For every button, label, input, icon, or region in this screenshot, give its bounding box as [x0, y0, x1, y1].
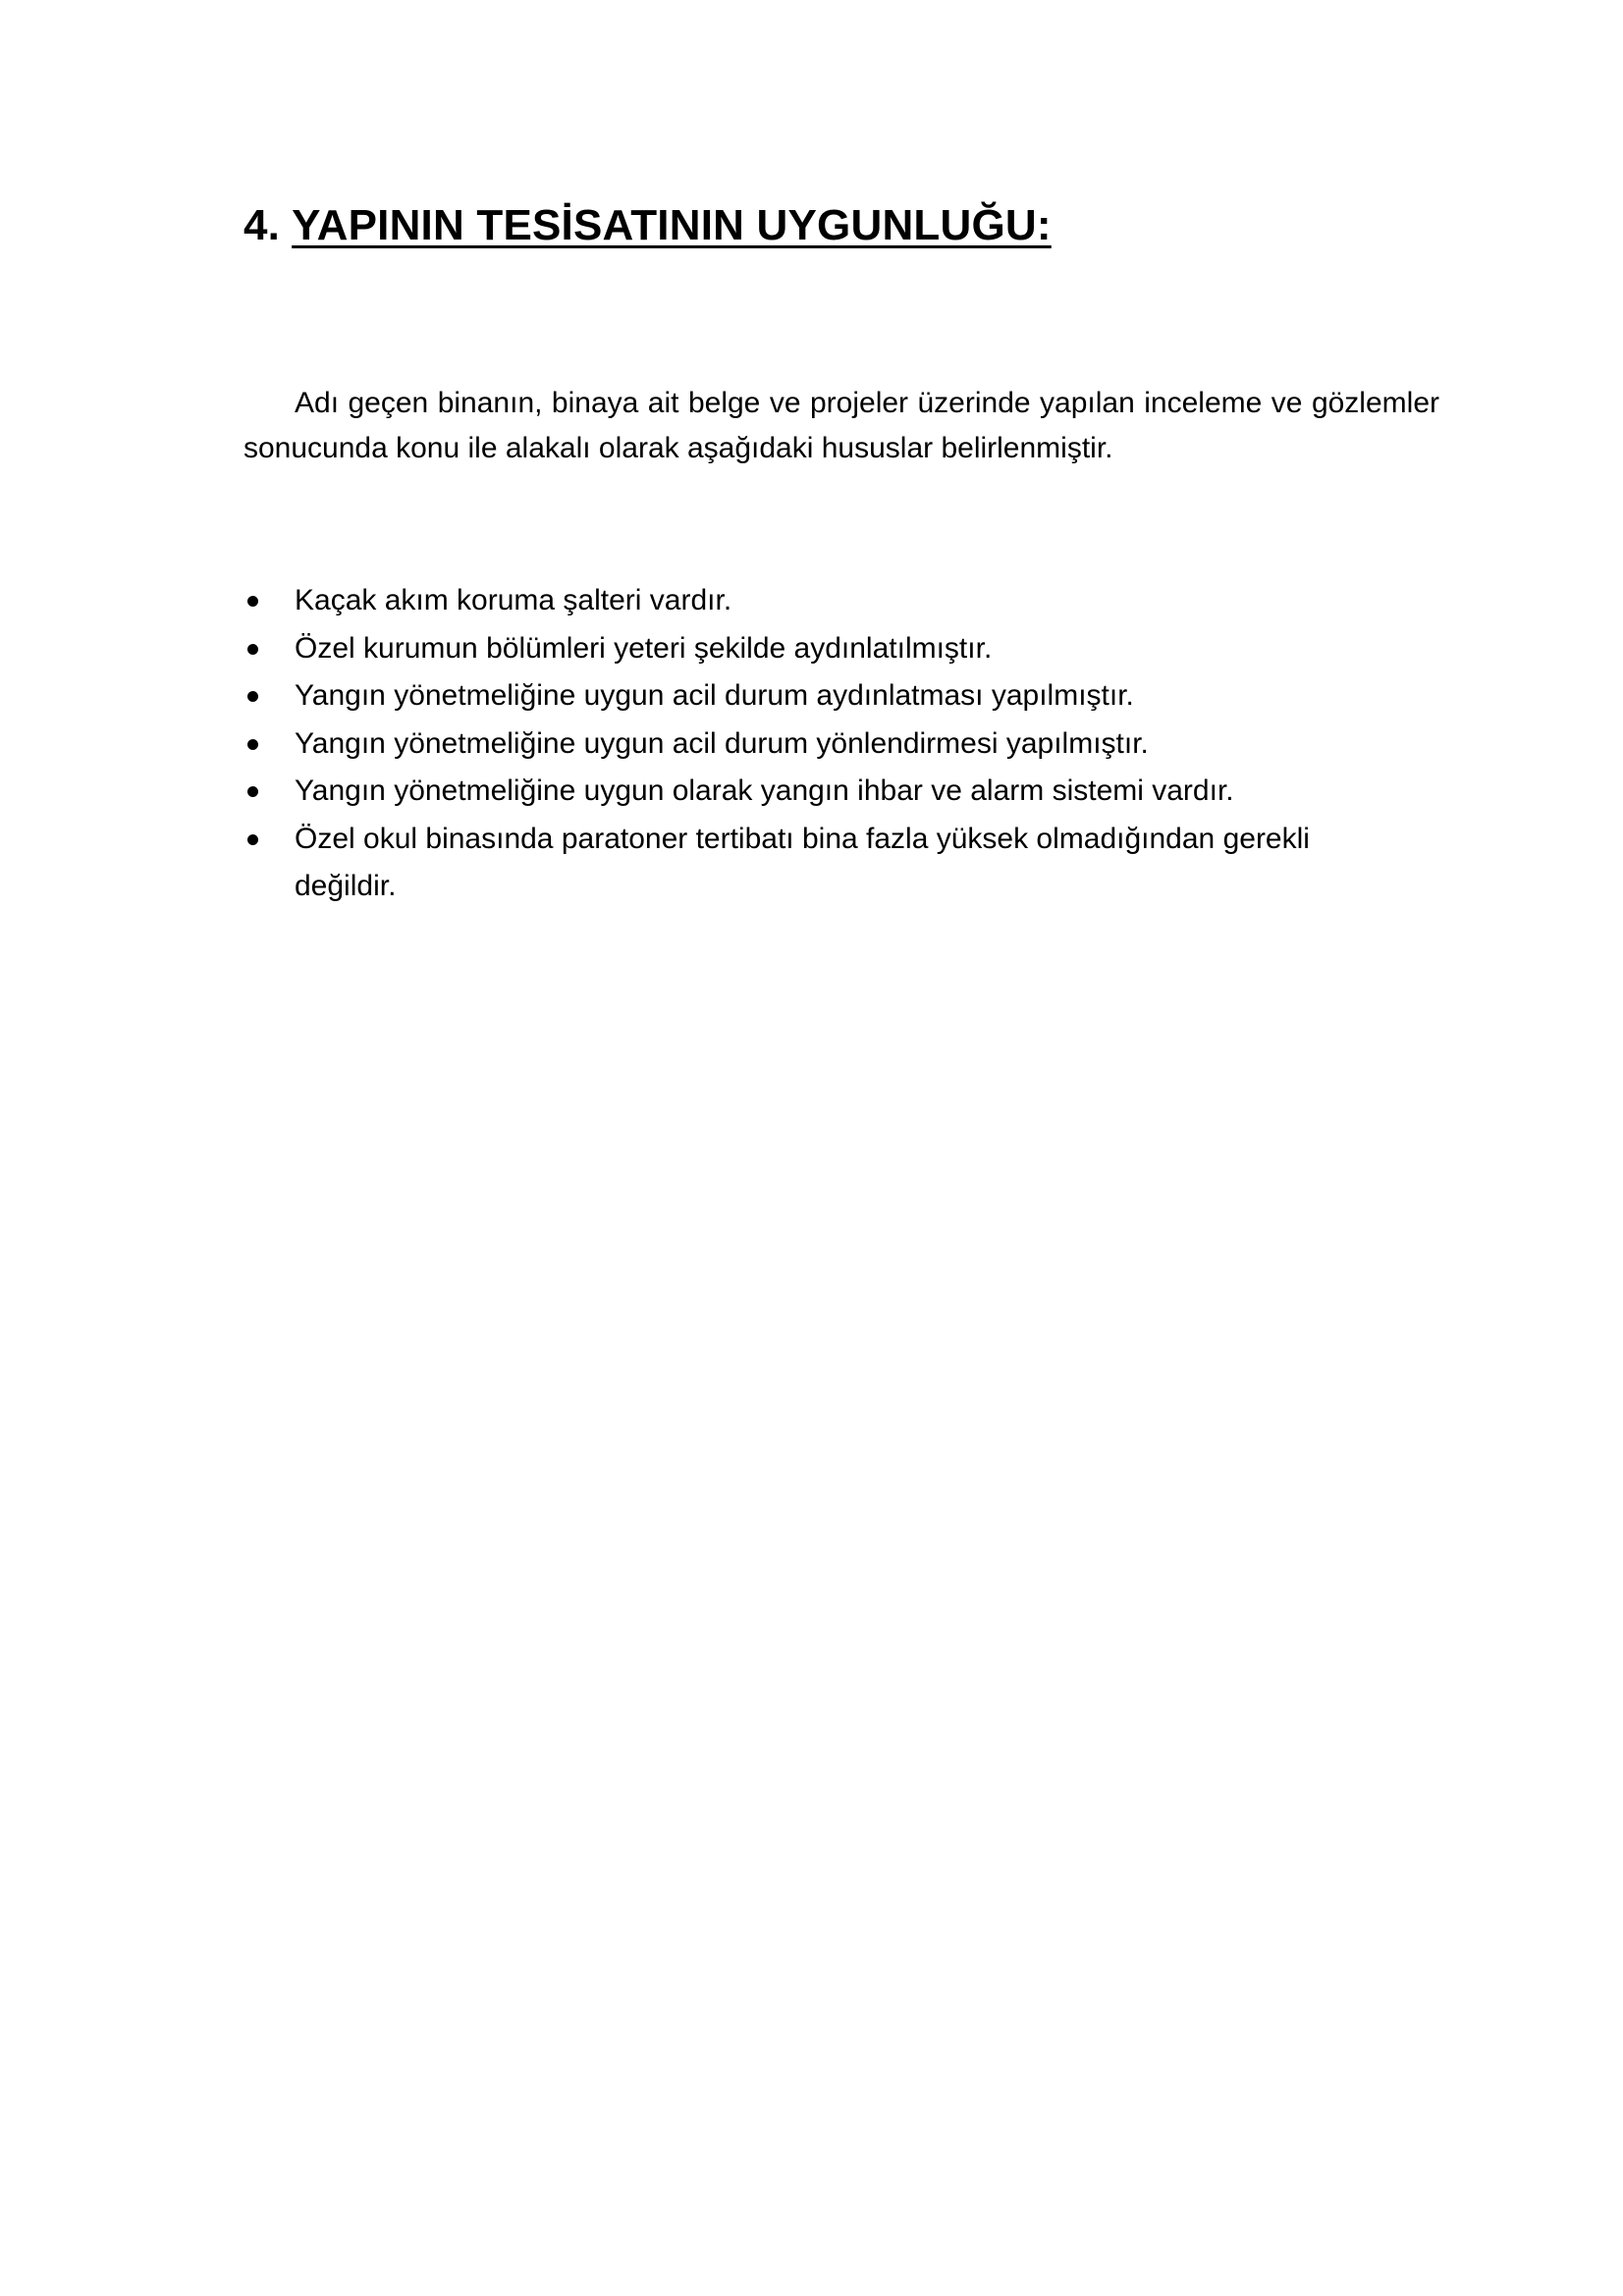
list-item: [243, 768, 1373, 816]
list-item: [243, 625, 1373, 673]
section-heading: [243, 196, 1052, 255]
bullet-icon: [247, 739, 258, 750]
bullet-icon: [247, 596, 258, 607]
list-item-text: Özel okul binasında paratoner tertibatı bina fazla yüksek olmadığından gerekli değildir.: [295, 822, 1310, 902]
section-number: 4.: [243, 201, 281, 249]
bullet-icon: [247, 691, 258, 702]
bullet-icon: [247, 644, 258, 655]
list-item-text: Özel kurumun bölümleri yeteri şekilde aydınlatılmıştır.: [295, 631, 993, 665]
findings-list: [243, 577, 1373, 911]
list-item-text: Yangın yönetmeliğine uygun olarak yangın ihbar ve alarm sistemi vardır.: [295, 774, 1234, 807]
section-title: YAPININ TESİSATININ UYGUNLUĞU:: [292, 201, 1052, 249]
list-item-text: Kaçak akım koruma şalteri vardır.: [295, 584, 732, 616]
list-item-text: Yangın yönetmeliğine uygun acil durum yönlendirmesi yapılmıştır.: [295, 726, 1149, 760]
list-item-text: Yangın yönetmeliğine uygun acil durum aydınlatması yapılmıştır.: [295, 679, 1134, 712]
list-item: [243, 721, 1373, 769]
bullet-icon: [247, 786, 258, 797]
bullet-icon: [247, 834, 258, 845]
list-item: [243, 577, 1373, 625]
list-item: [243, 816, 1373, 911]
list-item: [243, 672, 1373, 721]
intro-paragraph: Adı geçen binanın, binaya ait belge ve projeler üzerinde yapılan inceleme ve gözlemler sonucunda konu ile alakalı olarak aşağıdaki hususlar belirlenmiştir.: [243, 387, 1439, 464]
